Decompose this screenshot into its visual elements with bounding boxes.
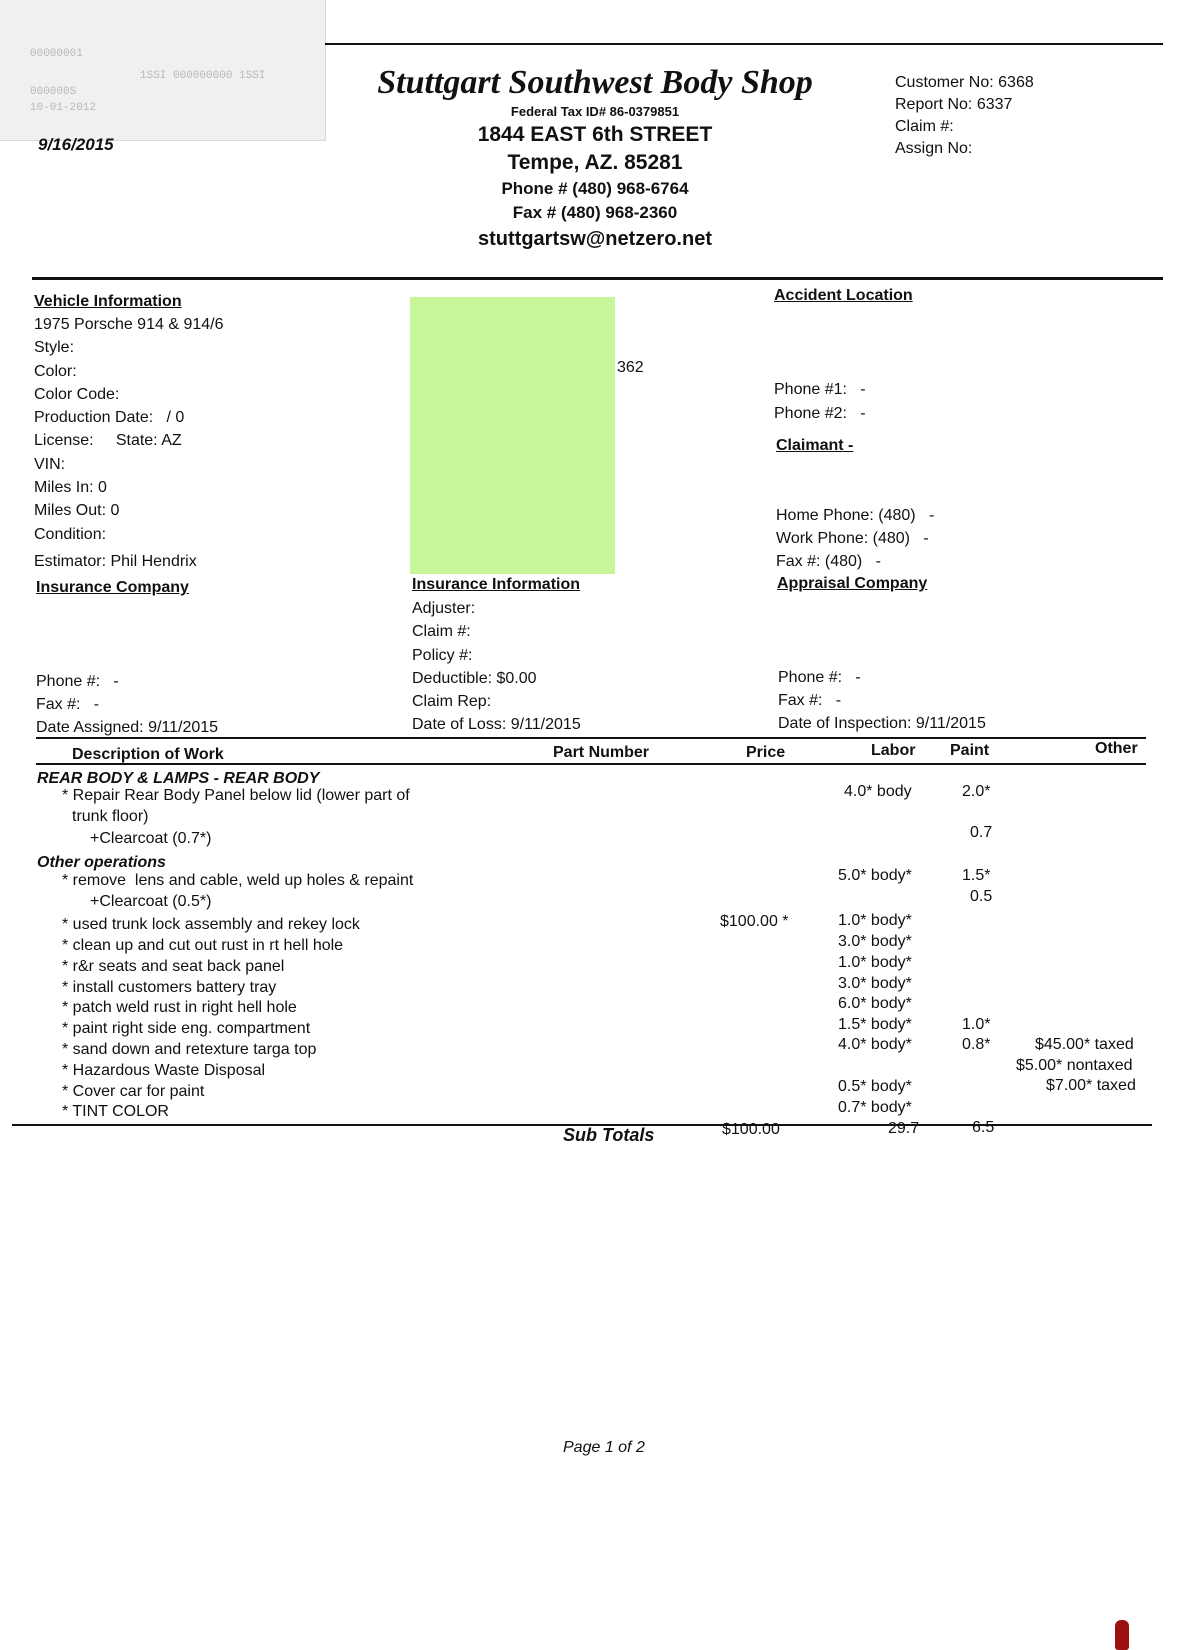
vehicle-line: Miles In: 0 [34,479,107,497]
claim-number: Claim #: [895,118,954,135]
row-description: * install customers battery tray [62,979,277,996]
accident-phone-2: Phone #2: - [774,405,866,422]
shop-name: Stuttgart Southwest Body Shop [377,64,813,101]
insurance-info [412,597,581,737]
sticker-line: 000000S [30,86,77,98]
top-rule [325,43,1163,45]
row-paint: 1.0* [962,1016,991,1033]
row-description: trunk floor) [72,808,149,825]
appraisal-company-heading: Appraisal Company [777,575,928,592]
shop-phone: Phone # (480) 968-6764 [501,179,689,198]
col-price: Price [746,744,786,761]
row-labor: 3.0* body* [838,975,912,992]
vehicle-line: Color: [34,362,77,380]
row-labor: 3.0* body* [838,933,912,950]
redaction-block [410,297,615,574]
subtotal-price: $100.00 [722,1121,780,1138]
row-labor: 0.7* body* [838,1099,912,1116]
vehicle-line: Condition: [34,525,107,543]
row-description: * TINT COLOR [62,1103,169,1120]
accident-phone-1: Phone #1: - [774,381,866,398]
vehicle-info [34,313,223,546]
row-labor: 1.5* body* [838,1016,912,1033]
shop-header [330,63,860,253]
vehicle-line: Style: [34,339,75,357]
vehicle-line: Color Code: [34,385,120,403]
policy: Policy #: [412,646,473,664]
insurance-claim: Claim #: [412,623,471,641]
row-paint: 0.7 [970,824,993,841]
vehicle-line: License: State: AZ [34,432,182,450]
insurance-company-fax: Fax #: - [36,696,100,713]
shop-street: 1844 EAST 6th STREET [477,123,713,146]
subtotals-label: Sub Totals [563,1125,655,1145]
subtotal-paint: 6.5 [972,1119,995,1136]
accident-location-heading: Accident Location [774,287,913,304]
appraisal-phone: Phone #: - [778,669,861,686]
col-description: Description of Work [72,746,224,763]
insurance-company-phone: Phone #: - [36,673,119,690]
row-paint: 2.0* [962,783,991,800]
deductible: Deductible: $0.00 [412,669,537,687]
shop-city: Tempe, AZ. 85281 [507,151,683,174]
shop-fax: Fax # (480) 968-2360 [512,203,678,222]
row-labor: 4.0* body* [838,1036,912,1053]
vehicle-line: 1975 Porsche 914 & 914/6 [34,316,224,333]
report-number: Report No: 6337 [895,96,1013,113]
table-top-rule [36,737,1146,739]
vehicle-line: VIN: [34,455,66,473]
tax-id: Federal Tax ID# 86-0379851 [510,104,680,119]
claimant-fax: Fax #: (480) - [776,553,881,570]
row-paint: 0.5 [970,888,993,905]
row-description: +Clearcoat (0.7*) [90,830,212,847]
vehicle-line: Miles Out: 0 [34,502,120,520]
adjuster: Adjuster: [412,600,476,617]
claim-rep: Claim Rep: [412,693,492,711]
row-labor: 1.0* body* [838,912,912,929]
sticker-line: 10-01-2012 [30,102,97,114]
insurance-company-heading: Insurance Company [36,579,189,596]
page-number: Page 1 of 2 [563,1439,645,1456]
header-rule [32,277,1163,280]
row-labor: 4.0* body [844,783,912,800]
sticker-line: 00000001 [30,48,83,60]
appraisal-fax: Fax #: - [778,692,842,709]
row-description: * patch weld rust in right hell hole [62,999,297,1016]
row-description: * paint right side eng. compartment [62,1020,311,1037]
row-labor: 1.0* body* [838,954,912,971]
row-other: $5.00* nontaxed [1016,1057,1133,1074]
row-other: $7.00* taxed [1046,1077,1136,1094]
table-header-rule [36,763,1146,765]
customer-info [895,72,1034,160]
receipt-sticker [0,0,326,141]
row-description: * Repair Rear Body Panel below lid (lower part of [62,787,410,804]
shop-email: stuttgartsw@netzero.net [478,228,712,250]
col-part-number: Part Number [553,744,650,761]
date-of-inspection: Date of Inspection: 9/11/2015 [778,715,986,732]
col-other: Other [1095,740,1138,757]
row-other: $45.00* taxed [1035,1036,1134,1053]
row-labor: 5.0* body* [838,867,912,884]
insurance-info-heading: Insurance Information [412,576,581,593]
vehicle-line: Production Date: / 0 [34,409,185,427]
sticker-line: 1SSI 000000000 1SSI [140,70,266,82]
vehicle-info-heading: Vehicle Information [34,293,182,310]
row-labor: 6.0* body* [838,995,912,1012]
claimant-work-phone: Work Phone: (480) - [776,530,929,547]
row-description: * Hazardous Waste Disposal [62,1062,266,1079]
row-description: * used trunk lock assembly and rekey lock [62,916,360,933]
estimator: Estimator: Phil Hendrix [34,553,197,570]
date-of-loss: Date of Loss: 9/11/2015 [412,716,581,734]
claimant-heading: Claimant - [776,437,854,454]
assign-number: Assign No: [895,140,973,157]
row-description: * sand down and retexture targa top [62,1041,317,1058]
row-paint: 1.5* [962,867,991,884]
row-description: * remove lens and cable, weld up holes & repaint [62,872,414,889]
row-description: * clean up and cut out rust in rt hell hole [62,937,344,954]
customer-number: Customer No: 6368 [895,74,1034,91]
row-paint: 0.8* [962,1036,991,1053]
row-description: +Clearcoat (0.5*) [90,893,212,910]
scan-mark [1115,1620,1129,1650]
row-description: * Cover car for paint [62,1083,205,1100]
date-assigned: Date Assigned: 9/11/2015 [36,719,219,736]
subtotal-labor: 29.7 [888,1120,920,1137]
col-paint: Paint [950,742,990,759]
owner-partial-text: 362 [617,359,644,376]
row-labor: 0.5* body* [838,1078,912,1095]
row-price: $100.00 * [720,913,789,930]
section-heading: Other operations [37,854,166,871]
col-labor: Labor [871,742,916,759]
report-date: 9/16/2015 [38,135,114,154]
section-heading: REAR BODY & LAMPS - REAR BODY [37,770,320,787]
row-description: * r&r seats and seat back panel [62,958,285,975]
claimant-home-phone: Home Phone: (480) - [776,507,935,524]
